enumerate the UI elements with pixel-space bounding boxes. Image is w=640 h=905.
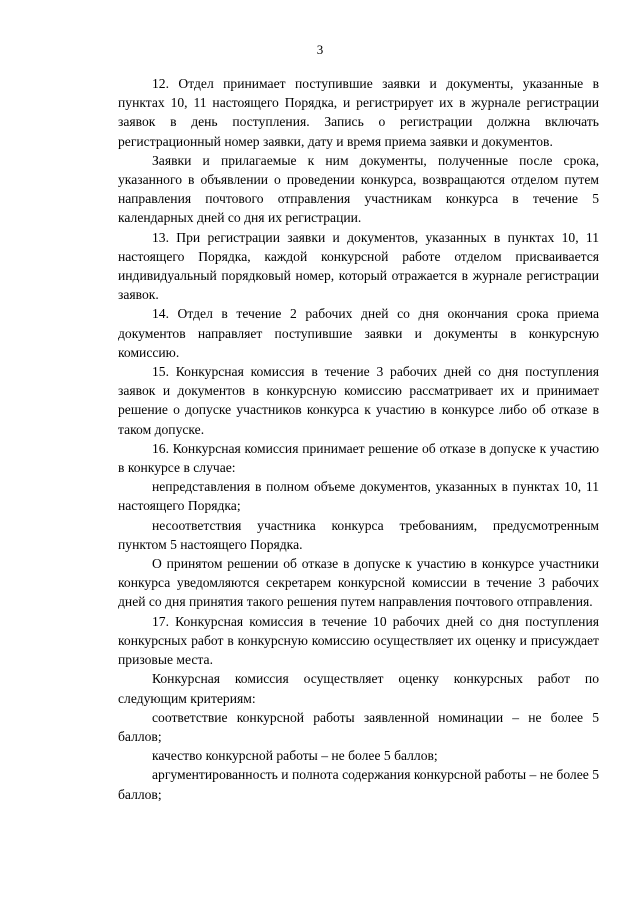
paragraph-13: 13. При регистрации заявки и документов, указанных в пунктах 10, 11 настоящего Порядка, каждой конкурсной работе отделом присваивается индивидуальный порядковый номер, который отражается в журнале регистрации заявок. (118, 229, 599, 303)
criterion-nomination-conformity: соответствие конкурсной работы заявленной номинации – не более 5 баллов; (118, 709, 599, 744)
criterion-argumentation: аргументированность и полнота содержания конкурсной работы – не более 5 баллов; (118, 767, 599, 802)
paragraph-17: 17. Конкурсная комиссия в течение 10 рабочих дней со дня поступления конкурсных работ в конкурсную комиссию осуществляет их оценку и присуждает призовые места. (118, 613, 599, 668)
paragraph-late-applications: Заявки и прилагаемые к ним документы, полученные после срока, указанного в объявлении о проведении конкурса, возвращаются отделом путем направления почтового отправления участникам конкурса в течение 5 календарных дней со дня их регистрации. (118, 152, 599, 226)
paragraph-15: 15. Конкурсная комиссия в течение 3 рабочих дней со дня поступления заявок и документов в конкурсную комиссию рассматривает их и принимает решение о допуске участников конкурса к участию в конкурсе либо об отказе в таком допуске. (118, 364, 599, 437)
paragraph-16: 16. Конкурсная комиссия принимает решение об отказе в допуске к участию в конкурсе в случае: (118, 440, 599, 476)
paragraph-12: 12. Отдел принимает поступившие заявки и документы, указанные в пунктах 10, 11 настоящего Порядка, и регистрирует их в журнале регистрации заявок в день поступления. Запись о регистрации должна включать регистрационный номер заявки, дату и время приема заявки и документов. (118, 76, 599, 149)
refusal-reason-incomplete-documents: непредставления в полном объеме документов, указанных в пунктах 10, 11 настоящего Порядка; (118, 479, 599, 514)
refusal-reason-nonconformity: несоответствия участника конкурса требованиям, предусмотренным пунктом 5 настоящего Порядка. (118, 517, 599, 552)
criterion-quality: качество конкурсной работы – не более 5 баллов; (152, 748, 438, 764)
document-body (118, 74, 599, 804)
paragraph-evaluation-criteria: Конкурсная комиссия осуществляет оценку конкурсных работ по следующим критериям: (118, 671, 599, 706)
paragraph-refusal-notification: О принятом решении об отказе в допуске к участию в конкурсе участники конкурса уведомляются секретарем конкурсной комиссии в течение 3 рабочих дней со дня принятия такого решения путем направления почтового отправления. (118, 556, 599, 610)
paragraph-14: 14. Отдел в течение 2 рабочих дней со дня окончания срока приема документов направляет поступившие заявки и документы в конкурсную комиссию. (118, 306, 599, 360)
page-number: 3 (316, 42, 324, 57)
